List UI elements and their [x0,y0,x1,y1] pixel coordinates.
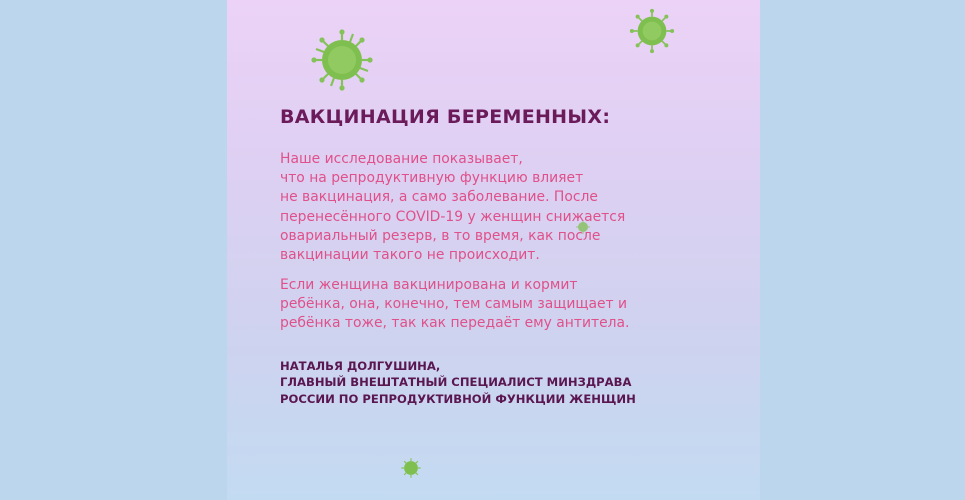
virus-icon [629,8,675,54]
text-line: Если женщина вакцинирована и кормит [280,277,578,293]
text-line: не вакцинация, а само заболевание. После [280,189,598,206]
author-signature [280,358,636,407]
text-line: перенесённого COVID-19 у женщин снижается [280,208,626,225]
text-line: Наше исследование показывает, [280,151,523,167]
body-paragraph [280,150,625,265]
info-card [227,0,760,500]
page-title: ВАКЦИНАЦИЯ БЕРЕМЕННЫХ: [280,106,611,128]
author-position: РОССИИ ПО РЕПРОДУКТИВНОЙ ФУНКЦИИ ЖЕНЩИН [280,391,636,406]
text-line: что на репродуктивную функцию влияет [280,170,584,187]
virus-icon [400,457,422,479]
text-line: овариальный резерв, в то время, как после [280,227,601,244]
text-line: вакцинации такого не происходит. [280,247,540,264]
text-line: ребёнка, она, конечно, тем самым защищает и [280,296,628,313]
body-paragraph [280,276,629,334]
author-name: НАТАЛЬЯ ДОЛГУШИНА, [280,359,441,373]
text-line: ребёнка тоже, так как передаёт ему антитела. [280,315,630,332]
virus-icon [310,28,374,92]
author-position: ГЛАВНЫЙ ВНЕШТАТНЫЙ СПЕЦИАЛИСТ МИНЗДРАВА [280,375,632,390]
